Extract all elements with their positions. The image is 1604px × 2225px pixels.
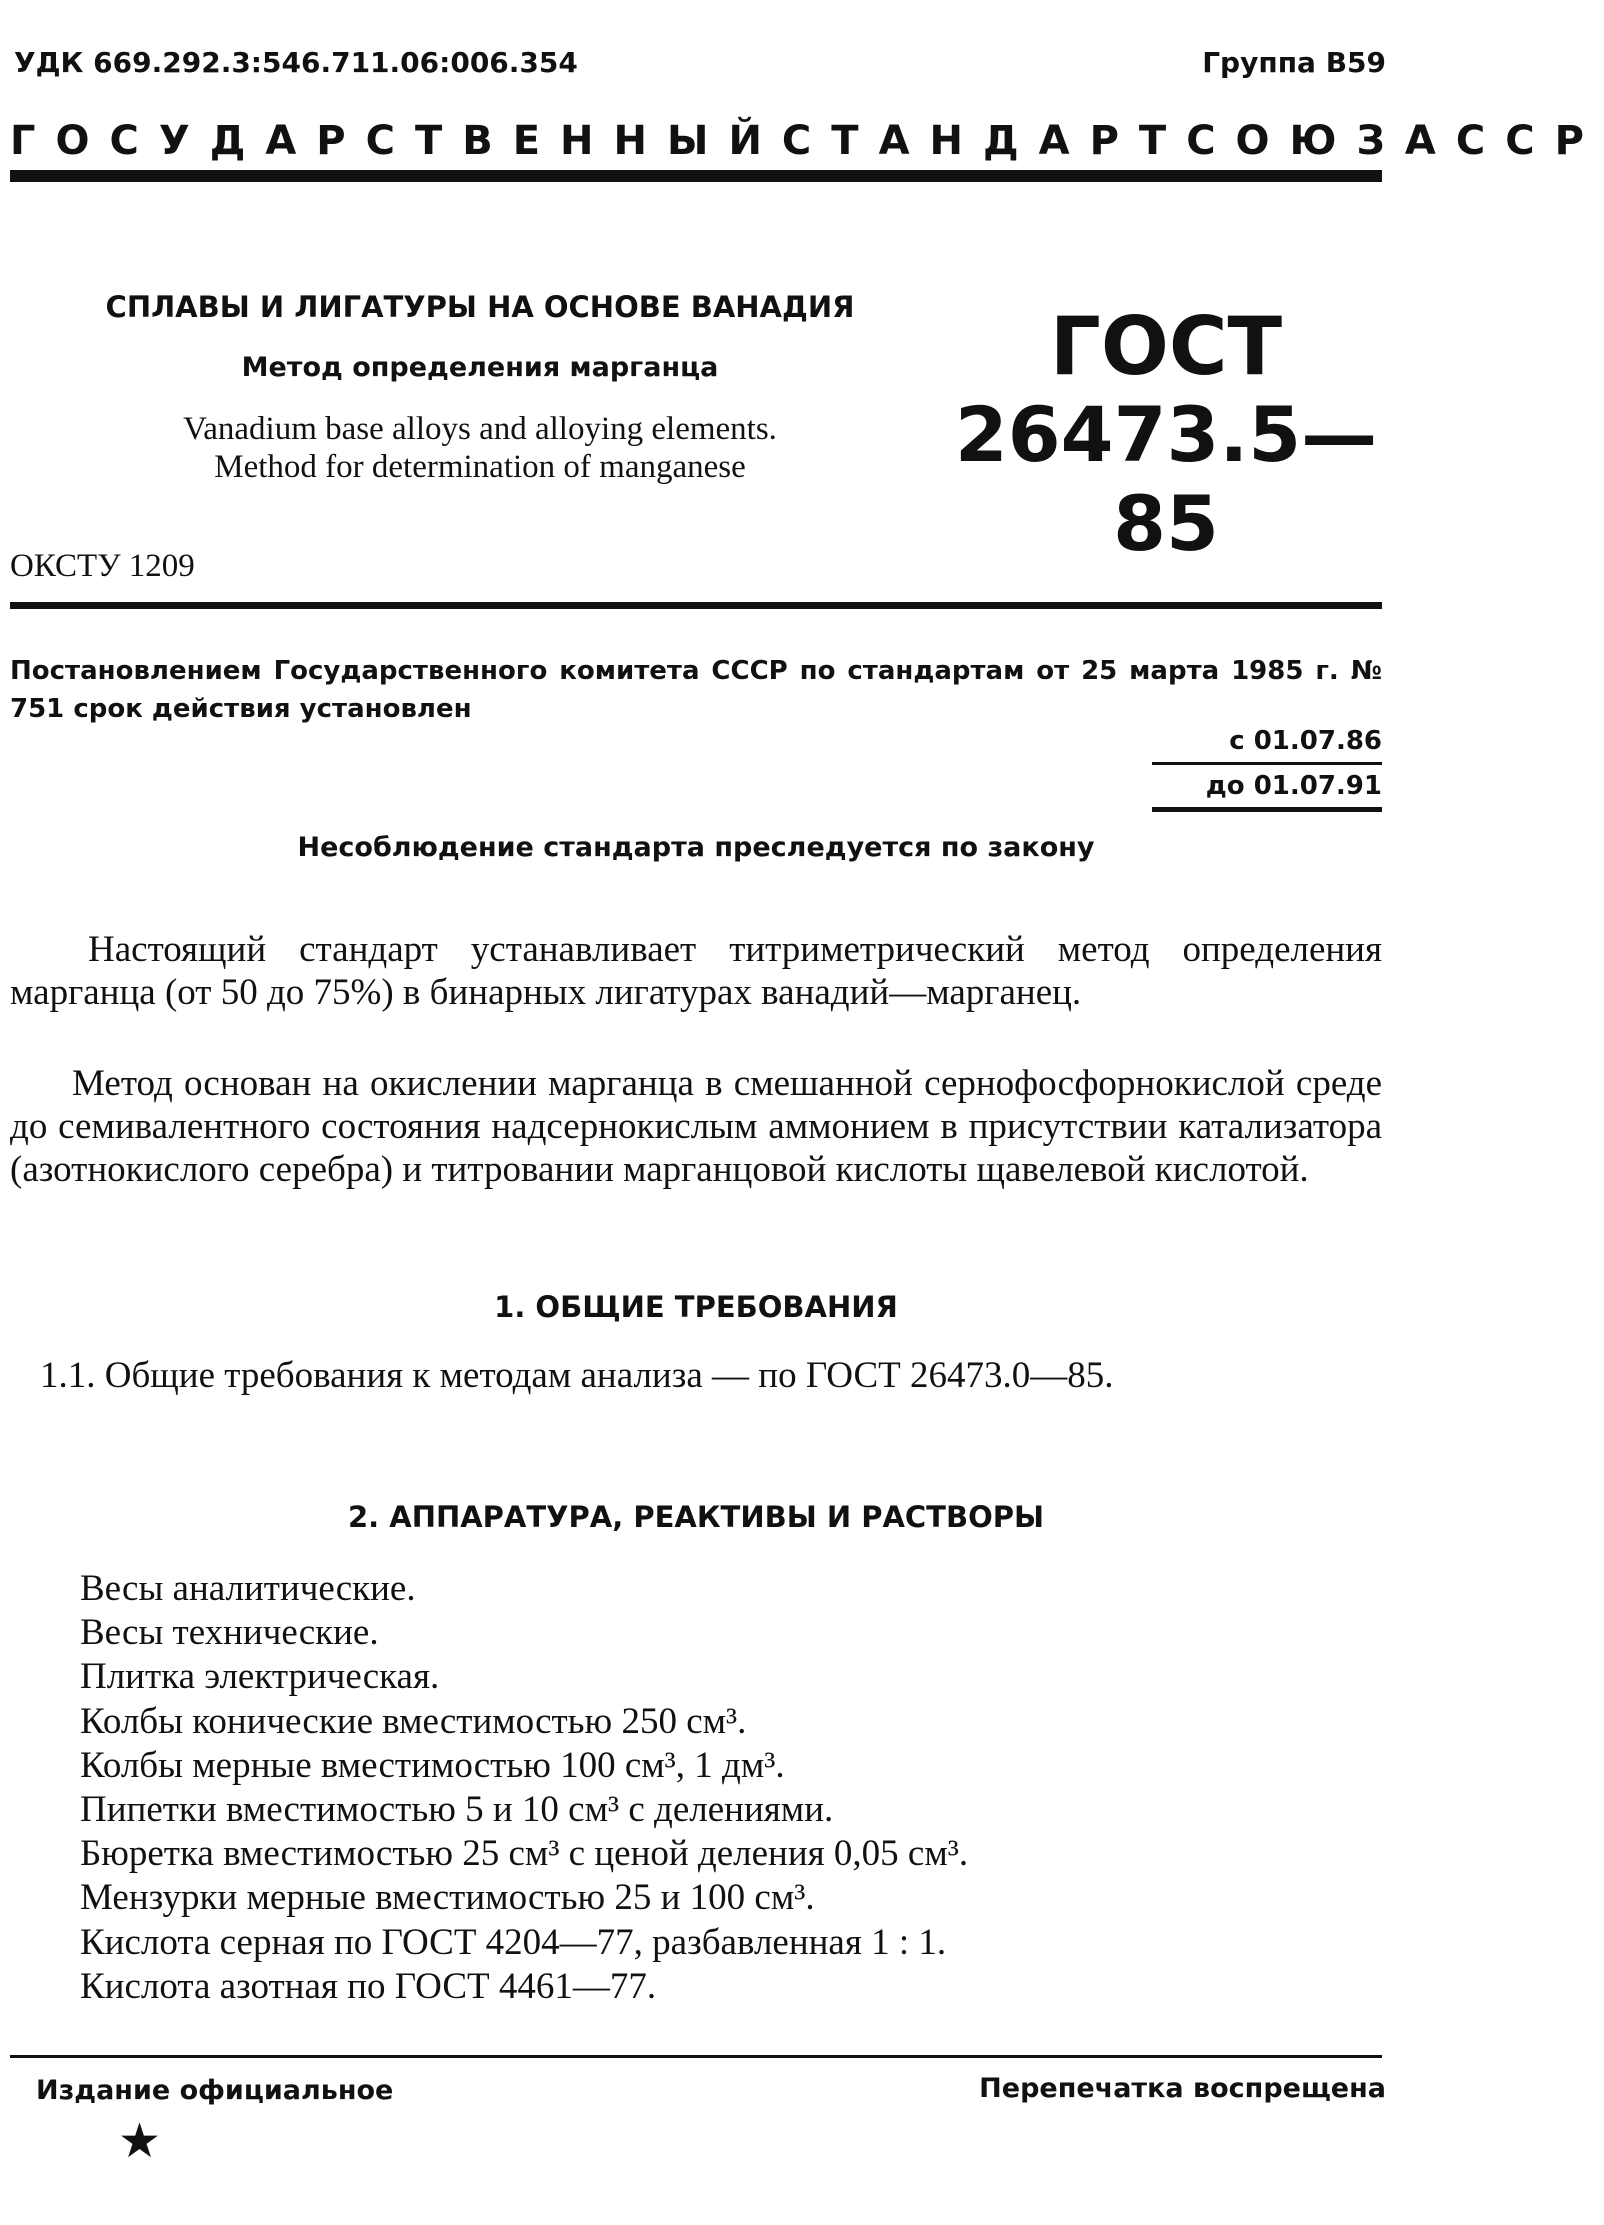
star-icon: ★	[118, 2115, 162, 2168]
list-item: Кислота серная по ГОСТ 4204—77, разбавленная 1 : 1.	[80, 1921, 947, 1963]
okstu-code: ОКСТУ 1209	[10, 548, 195, 584]
list-item: Колбы конические вместимостью 250 см³.	[80, 1700, 747, 1742]
list-item: Весы аналитические.	[80, 1568, 416, 1609]
document-title-ru: СПЛАВЫ И ЛИГАТУРЫ НА ОСНОВЕ ВАНАДИЯ	[105, 290, 855, 324]
decree-text: Постановлением Государственного комитета СССР по стандартам от 25 марта 1985 г. № 751 срок действия установлен	[10, 656, 1382, 724]
banner-word: ГОСУДАРСТВЕННЫЙ	[10, 118, 782, 164]
title-en-line: Method for determination of manganese	[214, 449, 746, 485]
equipment-list	[80, 1567, 1380, 2009]
udk-code: УДК 669.292.3:546.711.06:006.354	[14, 46, 578, 79]
title-divider	[10, 602, 1382, 609]
gost-number: 26473.5—85	[954, 390, 1378, 568]
requirements-paragraph: 1.1. Общие требования к методам анализа — по ГОСТ 26473.0—85.	[40, 1355, 1114, 1396]
list-item: Кислота азотная по ГОСТ 4461—77.	[80, 1965, 657, 2007]
document-title-en	[40, 410, 920, 486]
banner-word: СОЮЗА	[1186, 118, 1456, 164]
banner-word: ССР	[1455, 118, 1604, 164]
validity-dates	[1152, 722, 1382, 812]
intro-paragraph: Настоящий стандарт устанавливает титриметрический метод определения марганца (от 50 до 75%) в бинарных лигатурах ванадий—марганец.	[10, 929, 1382, 1013]
group-code: Группа В59	[1202, 46, 1386, 79]
list-item: Мензурки мерные вместимостью 25 и 100 см³.	[80, 1877, 815, 1919]
footer-divider	[10, 2055, 1382, 2058]
list-item: Пипетки вместимостью 5 и 10 см³ с делениями.	[80, 1789, 834, 1831]
document-subtitle-ru: Метод определения марганца	[241, 352, 719, 383]
reprint-prohibited-note: Перепечатка воспрещена	[979, 2073, 1386, 2104]
list-item: Колбы мерные вместимостью 100 см³, 1 дм³.	[80, 1744, 785, 1786]
date-to: до 01.07.91	[1152, 765, 1382, 812]
list-item: Плитка электрическая.	[80, 1656, 440, 1698]
header-divider	[10, 170, 1382, 182]
banner-state-standard	[10, 118, 1604, 164]
method-paragraph: Метод основан на окислении марганца в смешанной сернофосфорнокислой среде до семивалентного состояния надсернокислым аммонием в присутствии катализатора (азотнокислого серебра) и титровании марганцовой кислоты щавелевой кислотой.	[10, 1063, 1382, 1190]
date-from: с 01.07.86	[1152, 722, 1382, 765]
list-item: Весы технические.	[80, 1612, 379, 1654]
title-en-line: Vanadium base alloys and alloying elements.	[183, 411, 777, 447]
official-edition-note: Издание официальное	[36, 2075, 394, 2106]
list-item: Бюретка вместимостью 25 см³ с ценой деления 0,05 см³.	[80, 1833, 969, 1875]
banner-word: СТАНДАРТ	[781, 118, 1187, 164]
section-heading: 1. ОБЩИЕ ТРЕБОВАНИЯ	[494, 1290, 898, 1324]
section-heading: 2. АППАРАТУРА, РЕАКТИВЫ И РАСТВОРЫ	[347, 1500, 1045, 1534]
gost-label: ГОСТ	[1049, 300, 1283, 393]
violation-notice: Несоблюдение стандарта преследуется по закону	[297, 832, 1095, 863]
